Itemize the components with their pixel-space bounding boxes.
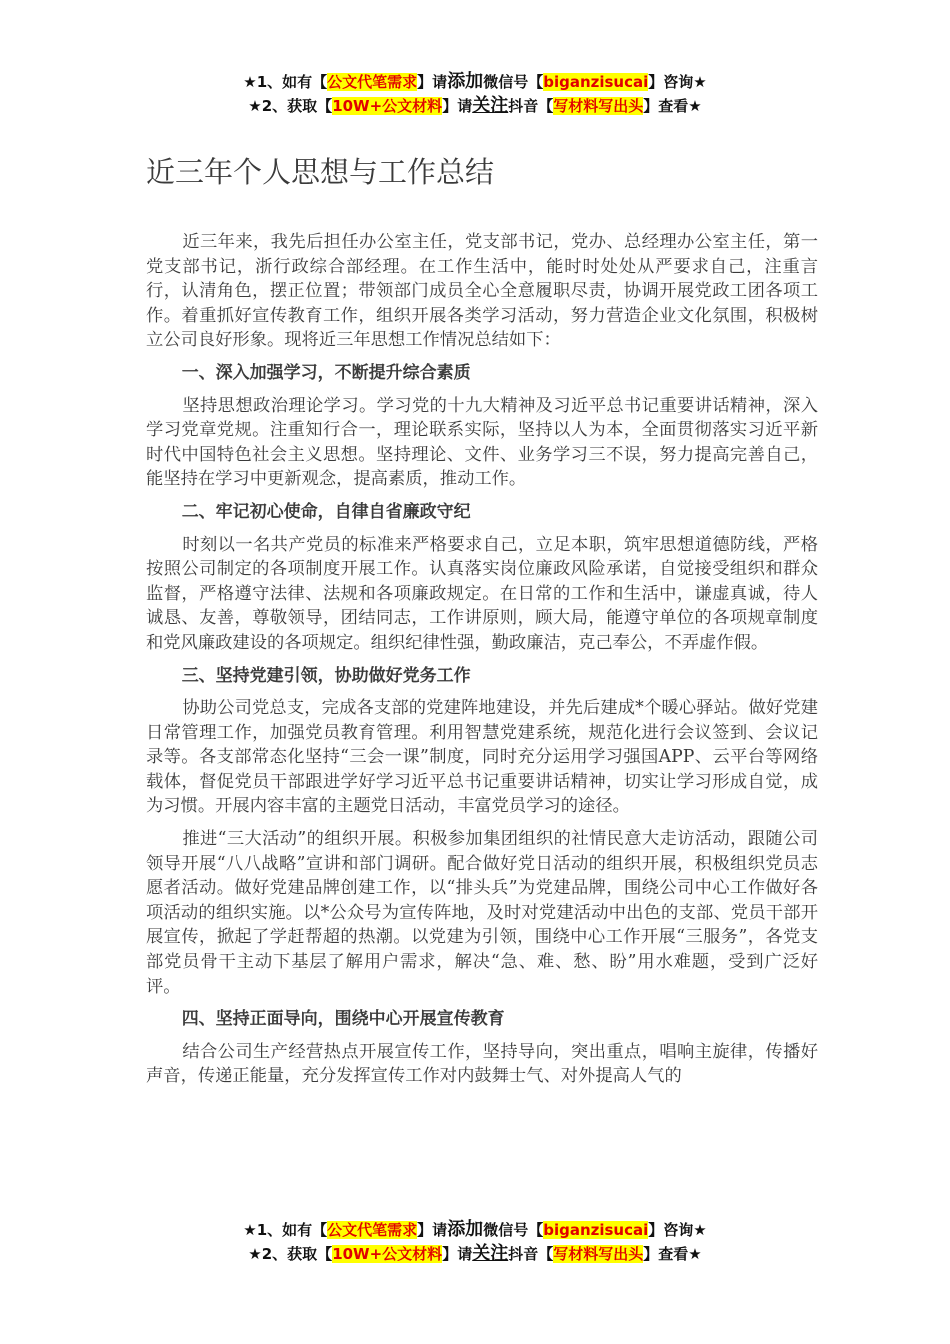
highlight-douyin-id: 写材料写出头 — [553, 97, 644, 115]
highlight-service: 公文代笔需求 — [327, 73, 418, 91]
intro-paragraph: 近三年来，我先后担任办公室主任，党支部书记，党办、总经理办公室主任，第一党支部书记，浙行政综合部经理。在工作生活中，能时时处处从严要求自己，注重言行，认清角色，摆正位置；带领部门成员全心全意履职尽责，协调开展党政工团各项工作。着重抓好宣传教育工作，组织开展各类学习活动，努力营造企业文化氛围，积极树立公司良好形象。现将近三年思想工作情况总结如下： — [146, 232, 818, 351]
promo-text: 】咨询★ — [648, 73, 707, 91]
promo-text: 抖音【 — [508, 1245, 554, 1263]
section-heading-1: 一、深入加强学习，不断提升综合素质 — [181, 362, 471, 383]
promo-text: 】请 — [442, 97, 473, 115]
promo-emphasis: 添加 — [447, 1219, 484, 1240]
section-heading-4: 四、坚持正面导向，围绕中心开展宣传教育 — [181, 1009, 505, 1030]
document-body — [146, 230, 818, 1089]
promo-text: 】查看★ — [643, 1245, 702, 1263]
promo-text: ★2、获取【 — [248, 97, 333, 115]
promo-emphasis: 关注 — [472, 95, 509, 116]
promo-text: 】请 — [417, 73, 448, 91]
section-1-paragraph-1: 坚持思想政治理论学习。学习党的十九大精神及习近平总书记重要讲话精神，深入学习党章党规。注重知行合一，理论联系实际，坚持以人为本，全面贯彻落实习近平新时代中国特色社会主义思想。坚持理论、文件、业务学习三不误，努力提高完善自己，能坚持在学习中更新观念，提高素质，推动工作。 — [146, 395, 818, 490]
section-2-paragraph-1: 时刻以一名共产党员的标准来严格要求自己，立足本职，筑牢思想道德防线，严格按照公司制定的各项制度开展工作。认真落实岗位廉政风险承诺，自觉接受组织和群众监督，严格遵守法律、法规和各项廉政规定。在日常的工作和生活中，谦虚真诚，待人诚恳、友善，尊敬领导，团结同志，工作讲原则，顾大局，能遵守单位的各项规章制度和党风廉政建设的各项规定。组织纪律性强，勤政廉洁，克己奉公，不弄虚作假。 — [146, 534, 818, 653]
promo-text: 】请 — [442, 1245, 473, 1263]
section-3-paragraph-2: 推进“三大活动”的组织开展。积极参加集团组织的社情民意大走访活动，跟随公司领导开展“八八战略”宣讲和部门调研。配合做好党日活动的组织开展，积极组织党员志愿者活动。做好党建品牌创建工作，以“排头兵”为党建品牌，围绕公司中心工作做好各项活动的组织实施。以*公众号为宣传阵地，及时对党建活动中出色的支部、党员干部开展宣传，掀起了学赶帮超的热潮。以党建为引领，围绕中心工作开展“三服务”，各党支部党员骨干主动下基层了解用户需求，解决“急、难、愁、盼”用水难题，受到广泛好评。 — [146, 829, 818, 997]
highlight-materials: 10W+公文材料 — [332, 97, 443, 115]
promo-text: ★1、如有【 — [243, 1221, 328, 1239]
section-heading-3: 三、坚持党建引领，协助做好党务工作 — [181, 665, 471, 686]
document-title: 近三年个人思想与工作总结 — [146, 155, 495, 189]
promo-line-2 — [0, 94, 950, 118]
promo-line-1 — [0, 1218, 950, 1242]
promo-banner-top — [0, 70, 950, 118]
highlight-wechat-id: biganzisucai — [543, 73, 649, 91]
section-4-paragraph-1: 结合公司生产经营热点开展宣传工作，坚持导向，突出重点，唱响主旋律，传播好声音，传递正能量，充分发挥宣传工作对内鼓舞士气、对外提高人气的 — [146, 1041, 818, 1087]
promo-line-1 — [0, 70, 950, 94]
promo-line-2 — [0, 1242, 950, 1266]
section-3-paragraph-1: 协助公司党总支，完成各支部的党建阵地建设，并先后建成*个暖心驿站。做好党建日常管理工作，加强党员教育管理。利用智慧党建系统，规范化进行会议签到、会议记录等。各支部常态化坚持“三会一课”制度，同时充分运用学习强国APP、云平台等网络载体，督促党员干部跟进学好学习近平总书记重要讲话精神，切实让学习形成自觉，成为习惯。开展内容丰富的主题党日活动，丰富党员学习的途径。 — [146, 698, 818, 817]
promo-text: 】咨询★ — [648, 1221, 707, 1239]
promo-text: 】查看★ — [643, 97, 702, 115]
promo-text: ★1、如有【 — [243, 73, 328, 91]
highlight-douyin-id: 写材料写出头 — [553, 1245, 644, 1263]
promo-banner-bottom — [0, 1218, 950, 1266]
promo-text: 】请 — [417, 1221, 448, 1239]
promo-emphasis: 添加 — [447, 71, 484, 92]
promo-emphasis: 关注 — [472, 1243, 509, 1264]
promo-text: 微信号【 — [483, 73, 544, 91]
promo-text: 抖音【 — [508, 97, 554, 115]
section-heading-2: 二、牢记初心使命，自律自省廉政守纪 — [181, 501, 471, 522]
highlight-wechat-id: biganzisucai — [543, 1221, 649, 1239]
promo-text: ★2、获取【 — [248, 1245, 333, 1263]
highlight-service: 公文代笔需求 — [327, 1221, 418, 1239]
highlight-materials: 10W+公文材料 — [332, 1245, 443, 1263]
promo-text: 微信号【 — [483, 1221, 544, 1239]
